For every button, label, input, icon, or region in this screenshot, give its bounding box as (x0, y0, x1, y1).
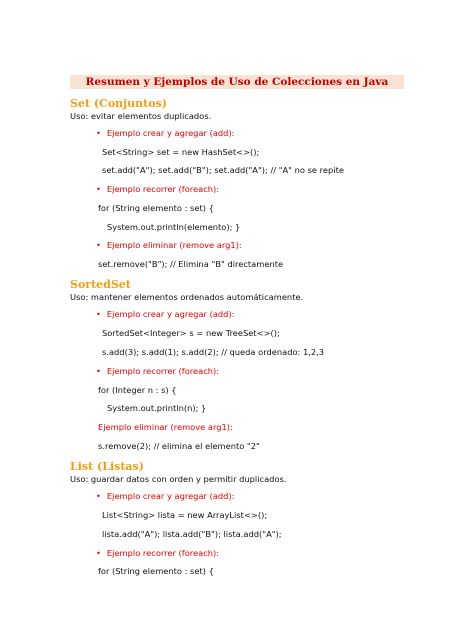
code-line: System.out.println(n); } (107, 403, 207, 413)
bullet-create-set: • Ejemplo crear y agregar (add): (96, 128, 234, 139)
section-heading-set: Set (Conjuntos) (70, 97, 167, 110)
bullet-create-sortedset: • Ejemplo crear y agregar (add): (96, 309, 234, 320)
section-heading-list: List (Listas) (70, 460, 144, 473)
code-line: lista.add("A"); lista.add("B"); lista.add("A"); (102, 529, 282, 539)
code-line: set.add("A"); set.add("B"); set.add("A"); // "A" no se repite (102, 165, 344, 175)
code-line: for (String elemento : set) { (98, 203, 214, 213)
bullet-iterate-set: • Ejemplo recorrer (foreach): (96, 184, 219, 195)
usage-text-set: Uso: evitar elementos duplicados. (70, 111, 212, 121)
code-line: set.remove("B"); // Elimina "B" directamente (98, 259, 284, 269)
code-line: SortedSet<Integer> s = new TreeSet<>(); (102, 328, 280, 338)
section-heading-sortedset: SortedSet (70, 278, 131, 291)
bullet-create-list: • Ejemplo crear y agregar (add): (96, 491, 234, 502)
usage-text-sortedset: Uso: mantener elementos ordenados automáticamente. (70, 292, 304, 302)
bullet-remove-set: • Ejemplo eliminar (remove arg1): (96, 240, 242, 251)
label-remove-sortedset: Ejemplo eliminar (remove arg1): (98, 422, 233, 432)
document-title: Resumen y Ejemplos de Uso de Colecciones en Java (70, 75, 404, 89)
code-line: System.out.println(elemento); } (107, 222, 241, 232)
code-line: s.remove(2); // elimina el elemento "2" (98, 441, 260, 451)
bullet-iterate-sortedset: • Ejemplo recorrer (foreach): (96, 366, 219, 377)
code-line: Set<String> set = new HashSet<>(); (102, 147, 260, 157)
bullet-iterate-list: • Ejemplo recorrer (foreach): (96, 548, 219, 559)
code-line: List<String> lista = new ArrayList<>(); (102, 510, 268, 520)
code-line: for (Integer n : s) { (98, 385, 177, 395)
code-line: for (String elemento : set) { (98, 566, 214, 576)
code-line: s.add(3); s.add(1); s.add(2); // queda ordenado: 1,2,3 (102, 347, 325, 357)
usage-text-list: Uso: guardar datos con orden y permitir duplicados. (70, 474, 287, 484)
